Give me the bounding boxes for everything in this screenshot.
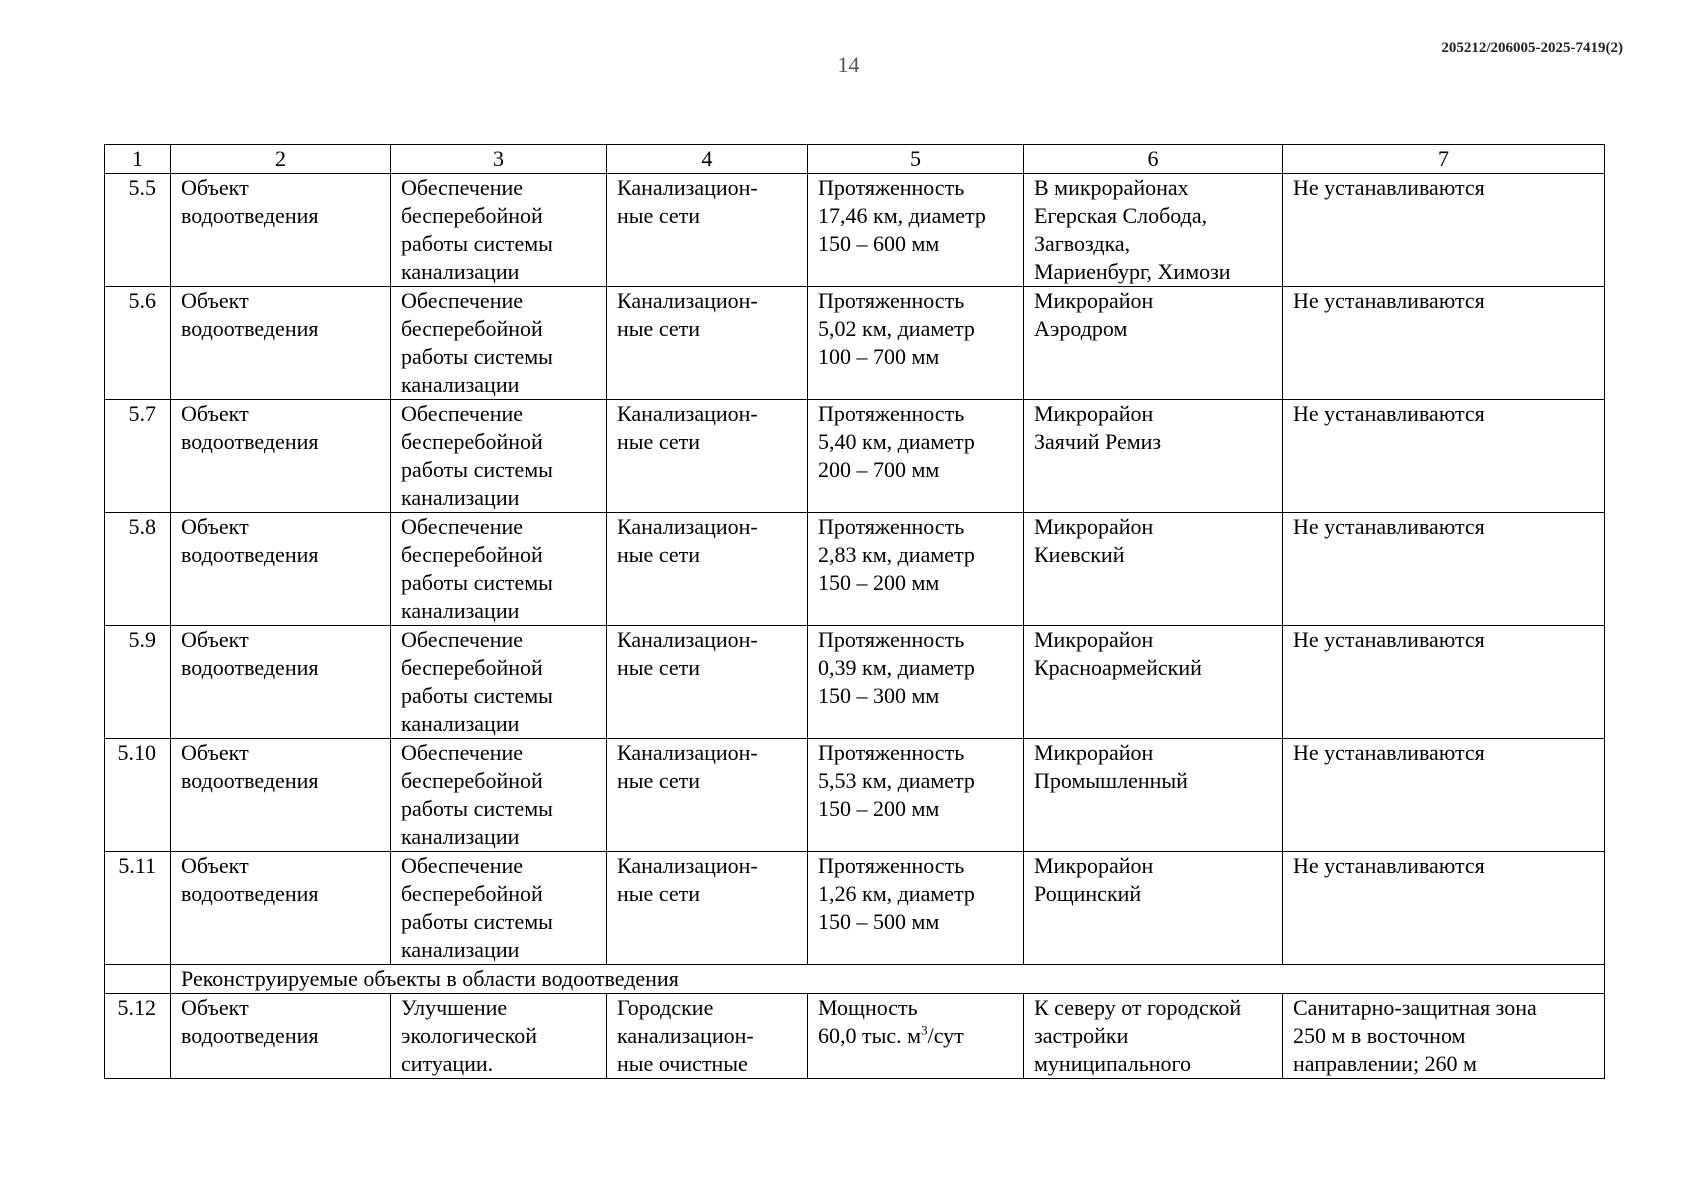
table-row (105, 287, 1605, 400)
zones-cell (1283, 852, 1605, 965)
type-cell-line: Канализацион- (617, 740, 758, 765)
purpose-cell-line: Улучшение (401, 995, 508, 1020)
params-cell (808, 994, 1024, 1079)
location-cell-line: Аэродром (1034, 316, 1128, 341)
unit-exponent: 3 (921, 1022, 928, 1038)
purpose-cell (391, 994, 607, 1079)
purpose-cell-line: канализации (401, 711, 520, 736)
location-cell-line: Промышленный (1034, 768, 1188, 793)
object-cell (171, 739, 391, 852)
object-cell (171, 400, 391, 513)
params-cell-line: 17,46 км, диаметр (818, 203, 986, 228)
table-row (105, 513, 1605, 626)
type-cell-line: ные сети (617, 316, 701, 341)
row-number: 5.10 (105, 739, 171, 852)
purpose-cell-line: работы системы (401, 796, 553, 821)
section-title: Реконструируемые объекты в области водоотведения (171, 965, 1605, 994)
purpose-cell-line: работы системы (401, 344, 553, 369)
zones-cell-line: направлении; 260 м (1293, 1051, 1477, 1076)
row-number: 5.5 (105, 174, 171, 287)
object-cell-line: Объект (181, 288, 249, 313)
object-cell-line: Объект (181, 514, 249, 539)
object-cell (171, 626, 391, 739)
type-cell-line: Канализацион- (617, 627, 758, 652)
location-cell (1024, 287, 1283, 400)
column-number-row (105, 145, 1605, 174)
location-cell (1024, 626, 1283, 739)
column-number: 3 (391, 145, 607, 174)
zones-cell-line: Не устанавливаются (1293, 288, 1485, 313)
purpose-cell (391, 400, 607, 513)
column-number: 6 (1024, 145, 1283, 174)
location-cell-line: Заячий Ремиз (1034, 429, 1162, 454)
location-cell-line: Микрорайон (1034, 853, 1154, 878)
object-cell-line: водоотведения (181, 881, 319, 906)
object-cell-line: Объект (181, 995, 249, 1020)
unit-suffix: /сут (927, 1023, 964, 1048)
params-cell (808, 626, 1024, 739)
purpose-cell-line: бесперебойной (401, 768, 543, 793)
type-cell (607, 739, 808, 852)
location-cell-line: Микрорайон (1034, 740, 1154, 765)
purpose-cell-line: Обеспечение (401, 627, 523, 652)
params-cell-line: Мощность (818, 995, 918, 1020)
object-cell (171, 513, 391, 626)
column-number: 4 (607, 145, 808, 174)
type-cell-line: Канализацион- (617, 514, 758, 539)
page-number: 14 (837, 52, 860, 77)
type-cell (607, 994, 808, 1079)
purpose-cell-line: ситуации. (401, 1051, 494, 1076)
params-cell-line: 2,83 км, диаметр (818, 542, 975, 567)
type-cell-line: Городские (617, 995, 714, 1020)
zones-cell-line: 250 м в восточном (1293, 1023, 1466, 1048)
location-cell-line: Микрорайон (1034, 627, 1154, 652)
params-cell-line: Протяженность (818, 288, 965, 313)
zones-cell (1283, 739, 1605, 852)
params-cell (808, 400, 1024, 513)
zones-cell-line: Не устанавливаются (1293, 401, 1485, 426)
object-cell-line: Объект (181, 740, 249, 765)
zones-cell (1283, 400, 1605, 513)
column-number: 1 (105, 145, 171, 174)
object-cell-line: водоотведения (181, 203, 319, 228)
purpose-cell-line: работы системы (401, 457, 553, 482)
purpose-cell (391, 287, 607, 400)
table-body (105, 145, 1605, 1079)
type-cell (607, 626, 808, 739)
purpose-cell-line: бесперебойной (401, 429, 543, 454)
params-cell-line: 150 – 200 мм (818, 796, 940, 821)
location-cell-line: Егерская Слобода, (1034, 203, 1208, 228)
purpose-cell-line: работы системы (401, 909, 553, 934)
params-cell-line: 150 – 300 мм (818, 683, 940, 708)
purpose-cell-line: работы системы (401, 231, 553, 256)
params-cell-line: Протяженность (818, 627, 965, 652)
row-number: 5.6 (105, 287, 171, 400)
object-cell (171, 287, 391, 400)
object-cell-line: водоотведения (181, 768, 319, 793)
zones-cell-line: Не устанавливаются (1293, 740, 1485, 765)
type-cell-line: ные сети (617, 768, 701, 793)
location-cell-line: Загвоздка, (1034, 231, 1131, 256)
type-cell-line: ные очистные (617, 1051, 748, 1076)
location-cell-line: В микрорайонах (1034, 175, 1189, 200)
object-cell-line: водоотведения (181, 429, 319, 454)
purpose-cell (391, 626, 607, 739)
params-cell-line: 5,02 км, диаметр (818, 316, 975, 341)
purpose-cell-line: бесперебойной (401, 655, 543, 680)
document-id: 205212/206005-2025-7419(2) (1441, 40, 1623, 56)
zones-cell-line: Санитарно-защитная зона (1293, 995, 1537, 1020)
object-cell (171, 994, 391, 1079)
purpose-cell-line: Обеспечение (401, 175, 523, 200)
object-cell-line: водоотведения (181, 542, 319, 567)
purpose-cell-line: Обеспечение (401, 401, 523, 426)
table-row (105, 626, 1605, 739)
location-cell (1024, 174, 1283, 287)
params-cell-line: 5,53 км, диаметр (818, 768, 975, 793)
type-cell-line: ные сети (617, 542, 701, 567)
object-cell-line: водоотведения (181, 1023, 319, 1048)
purpose-cell (391, 174, 607, 287)
type-cell-line: ные сети (617, 429, 701, 454)
row-number: 5.12 (105, 994, 171, 1079)
zones-cell-line: Не устанавливаются (1293, 627, 1485, 652)
location-cell-line: Мариенбург, Химози (1034, 259, 1231, 284)
params-cell-line: Протяженность (818, 514, 965, 539)
type-cell-line: ные сети (617, 881, 701, 906)
zones-cell-line: Не устанавливаются (1293, 514, 1485, 539)
object-cell (171, 852, 391, 965)
type-cell-line: Канализацион- (617, 288, 758, 313)
purpose-cell-line: экологической (401, 1023, 537, 1048)
type-cell (607, 287, 808, 400)
row-number: 5.9 (105, 626, 171, 739)
type-cell-line: канализацион- (617, 1023, 754, 1048)
capacity-value (818, 1022, 1013, 1050)
params-cell-line: Протяженность (818, 740, 965, 765)
purpose-cell (391, 739, 607, 852)
purpose-cell-line: канализации (401, 259, 520, 284)
purpose-cell (391, 513, 607, 626)
object-cell-line: Объект (181, 401, 249, 426)
purpose-cell-line: канализации (401, 937, 520, 962)
column-number: 5 (808, 145, 1024, 174)
params-cell (808, 174, 1024, 287)
column-number: 2 (171, 145, 391, 174)
zones-cell (1283, 994, 1605, 1079)
type-cell-line: Канализацион- (617, 401, 758, 426)
params-cell-line: 150 – 200 мм (818, 570, 940, 595)
row-number: 5.7 (105, 400, 171, 513)
object-cell-line: Объект (181, 627, 249, 652)
params-cell (808, 287, 1024, 400)
location-cell-line: муниципального (1034, 1051, 1192, 1076)
row-number: 5.8 (105, 513, 171, 626)
zones-cell (1283, 287, 1605, 400)
table-row (105, 739, 1605, 852)
params-cell-line: 150 – 500 мм (818, 909, 940, 934)
params-cell-line: 200 – 700 мм (818, 457, 940, 482)
row-number: 5.11 (105, 852, 171, 965)
type-cell-line: ные сети (617, 655, 701, 680)
purpose-cell-line: бесперебойной (401, 881, 543, 906)
params-cell-line: 1,26 км, диаметр (818, 881, 975, 906)
purpose-cell-line: Обеспечение (401, 740, 523, 765)
column-number: 7 (1283, 145, 1605, 174)
type-cell-line: Канализацион- (617, 175, 758, 200)
location-cell-line: Микрорайон (1034, 401, 1154, 426)
object-cell (171, 174, 391, 287)
purpose-cell-line: бесперебойной (401, 542, 543, 567)
location-cell (1024, 739, 1283, 852)
location-cell-line: К северу от городской (1034, 995, 1242, 1020)
purpose-cell-line: работы системы (401, 683, 553, 708)
params-cell-line: 5,40 км, диаметр (818, 429, 975, 454)
location-cell-line: Микрорайон (1034, 514, 1154, 539)
purpose-cell (391, 852, 607, 965)
purpose-cell-line: канализации (401, 485, 520, 510)
zones-cell (1283, 174, 1605, 287)
zones-cell-line: Не устанавливаются (1293, 175, 1485, 200)
object-cell-line: водоотведения (181, 316, 319, 341)
location-cell (1024, 400, 1283, 513)
location-cell-line: Микрорайон (1034, 288, 1154, 313)
params-cell-line: Протяженность (818, 401, 965, 426)
type-cell (607, 513, 808, 626)
purpose-cell-line: канализации (401, 372, 520, 397)
type-cell (607, 174, 808, 287)
type-cell (607, 400, 808, 513)
params-cell-line: 0,39 км, диаметр (818, 655, 975, 680)
location-cell-line: застройки (1034, 1023, 1129, 1048)
purpose-cell-line: канализации (401, 824, 520, 849)
empty-cell (105, 965, 171, 994)
type-cell-line: Канализацион- (617, 853, 758, 878)
objects-table (104, 144, 1605, 1079)
zones-cell (1283, 626, 1605, 739)
table-row (105, 400, 1605, 513)
location-cell (1024, 994, 1283, 1079)
params-cell-line: Протяженность (818, 853, 965, 878)
zones-cell-line: Не устанавливаются (1293, 853, 1485, 878)
table-row (105, 174, 1605, 287)
location-cell-line: Красноармейский (1034, 655, 1202, 680)
purpose-cell-line: Обеспечение (401, 514, 523, 539)
zones-cell (1283, 513, 1605, 626)
type-cell (607, 852, 808, 965)
purpose-cell-line: работы системы (401, 570, 553, 595)
location-cell-line: Рощинский (1034, 881, 1142, 906)
table-row (105, 994, 1605, 1079)
location-cell-line: Киевский (1034, 542, 1125, 567)
purpose-cell-line: Обеспечение (401, 853, 523, 878)
purpose-cell-line: Обеспечение (401, 288, 523, 313)
params-cell (808, 513, 1024, 626)
params-cell-line: 100 – 700 мм (818, 344, 940, 369)
object-cell-line: водоотведения (181, 655, 319, 680)
location-cell (1024, 852, 1283, 965)
type-cell-line: ные сети (617, 203, 701, 228)
purpose-cell-line: бесперебойной (401, 316, 543, 341)
purpose-cell-line: канализации (401, 598, 520, 623)
params-cell-line: Протяженность (818, 175, 965, 200)
capacity-number: 60,0 тыс. м (818, 1023, 922, 1048)
object-cell-line: Объект (181, 853, 249, 878)
section-row (105, 965, 1605, 994)
params-cell (808, 852, 1024, 965)
table-row (105, 852, 1605, 965)
params-cell-line: 150 – 600 мм (818, 231, 940, 256)
purpose-cell-line: бесперебойной (401, 203, 543, 228)
object-cell-line: Объект (181, 175, 249, 200)
location-cell (1024, 513, 1283, 626)
params-cell (808, 739, 1024, 852)
